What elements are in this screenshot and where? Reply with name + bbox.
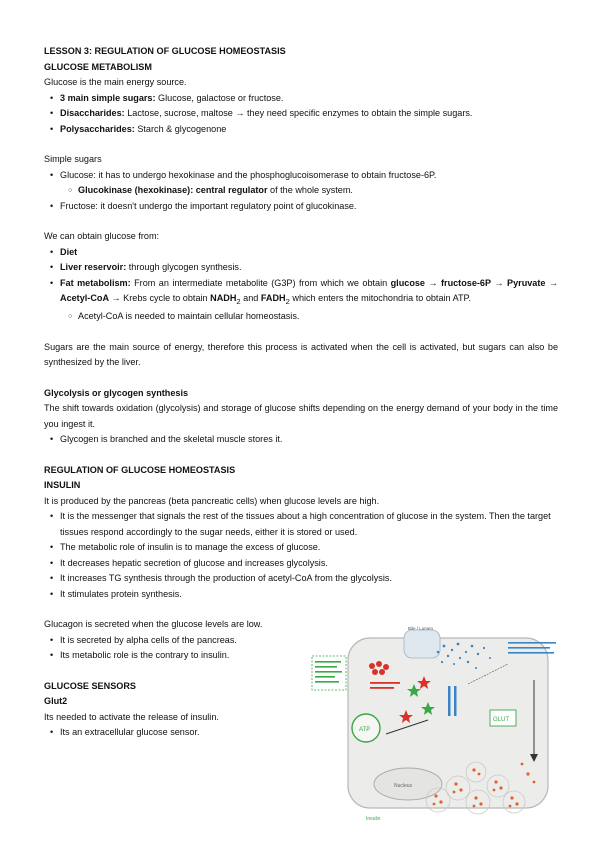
figure-label-nucleus: Nucleus [394,783,413,789]
simple-sugars-list [44,168,558,215]
sugar-types-list [44,91,558,138]
sub-list-item: ○ Glucokinase (hexokinase): central regulator of the whole system. [44,183,558,199]
figure-label-glut: GLUT [493,717,510,723]
glycolysis-list [44,432,558,448]
list-item: • It decreases hepatic secretion of glucose and increases glycolysis. [44,556,558,572]
list-item: • Fat metabolism: From an intermediate metabolite (G3P) from which we obtain glucose → fructose-6P → Pyruvate → Acetyl-CoA → Krebs cycle to obtain $NADH_2$ and $FADH_2$ which enters the mitochondria to obtain ATP. [44,276,558,310]
list-item: • 3 main simple sugars: Glucose, galactose or fructose. [44,91,558,107]
list-item: • Polysaccharides: Starch & glycogenone [44,122,558,138]
glut2-heading: Glut2 [44,696,68,707]
vessel [404,630,440,658]
list-item: • Glucose: it has to undergo hexokinase and the phosphoglucoisomerase to obtain fructose-6P. [44,168,558,184]
insulin-heading: INSULIN [44,480,81,491]
insulin-list [44,509,558,602]
list-item: • Its an extracellular glucose sensor. [44,725,294,741]
figure-label-top: Bile / Lumen [408,626,434,631]
glucagon-text: Glucagon is secreted when the glucose levels are low. [44,619,263,630]
glycolysis-heading: Glycolysis or glycogen synthesis [44,387,189,398]
beta-cell-figure [308,624,562,824]
obtain-heading: We can obtain glucose from: [44,231,160,241]
insulin-text: It is produced by the pancreas (beta pancreatic cells) when glucose levels are high. [44,495,380,506]
sugars-paragraph: Sugars are the main source of energy, therefore this process is activated when the cell is activated, but sugars can also be synthesized by the liver. [44,341,558,368]
list-item: • It increases TG synthesis through the production of acetyl-CoA from the glycolysis. [44,571,558,587]
glut2-list [44,725,294,741]
lesson-title: LESSON 3: REGULATION OF GLUCOSE HOMEOSTASIS [44,46,286,56]
glucose-intro: Glucose is the main energy source. [44,77,187,87]
lower-left-column [44,617,294,741]
list-item: • Fructose: it doesn't undergo the important regulatory point of glucokinase. [44,199,558,215]
glut2-text: Its needed to activate the release of insulin. [44,711,219,722]
obtain-list [44,245,558,325]
figure-label-atp: ATP [359,727,371,733]
glycolysis-text: The shift towards oxidation (glycolysis) and storage of glucose shifts depending on the energy demand of your body in the time you ingest it. [44,403,558,429]
list-item: • Glycogen is branched and the skeletal muscle stores it. [44,432,558,448]
beta-cell-diagram [308,624,562,824]
list-item: • It is secreted by alpha cells of the pancreas. [44,633,294,649]
glucose-metabolism-heading: GLUCOSE METABOLISM [44,61,152,72]
green-text-lines [315,661,342,683]
simple-sugars-heading: Simple sugars [44,154,102,164]
figure-label-ins: Insulin [366,816,381,822]
list-item: • The metabolic role of insulin is to manage the excess of glucose. [44,540,558,556]
list-item: • It stimulates protein synthesis. [44,587,558,603]
list-item: • Diet [44,245,558,261]
glucose-sensors-heading: GLUCOSE SENSORS [44,680,136,691]
list-item: • It is the messenger that signals the rest of the tissues about a high concentration of glucose in the system. Then the target tissues respond accordingly to the sugar needs, either it is stored or used. [44,509,558,540]
regulation-heading: REGULATION OF GLUCOSE HOMEOSTASIS [44,464,236,475]
list-item: • Its metabolic role is the contrary to insulin. [44,648,294,664]
list-item: • Disaccharides: Lactose, sucrose, maltose → they need specific enzymes to obtain the simple sugars. [44,106,558,122]
sub-list-item: ○ Acetyl-CoA is needed to maintain cellular homeostasis. [44,309,558,325]
list-item: • Liver reservoir: through glycogen synthesis. [44,260,558,276]
glucagon-list [44,633,294,664]
